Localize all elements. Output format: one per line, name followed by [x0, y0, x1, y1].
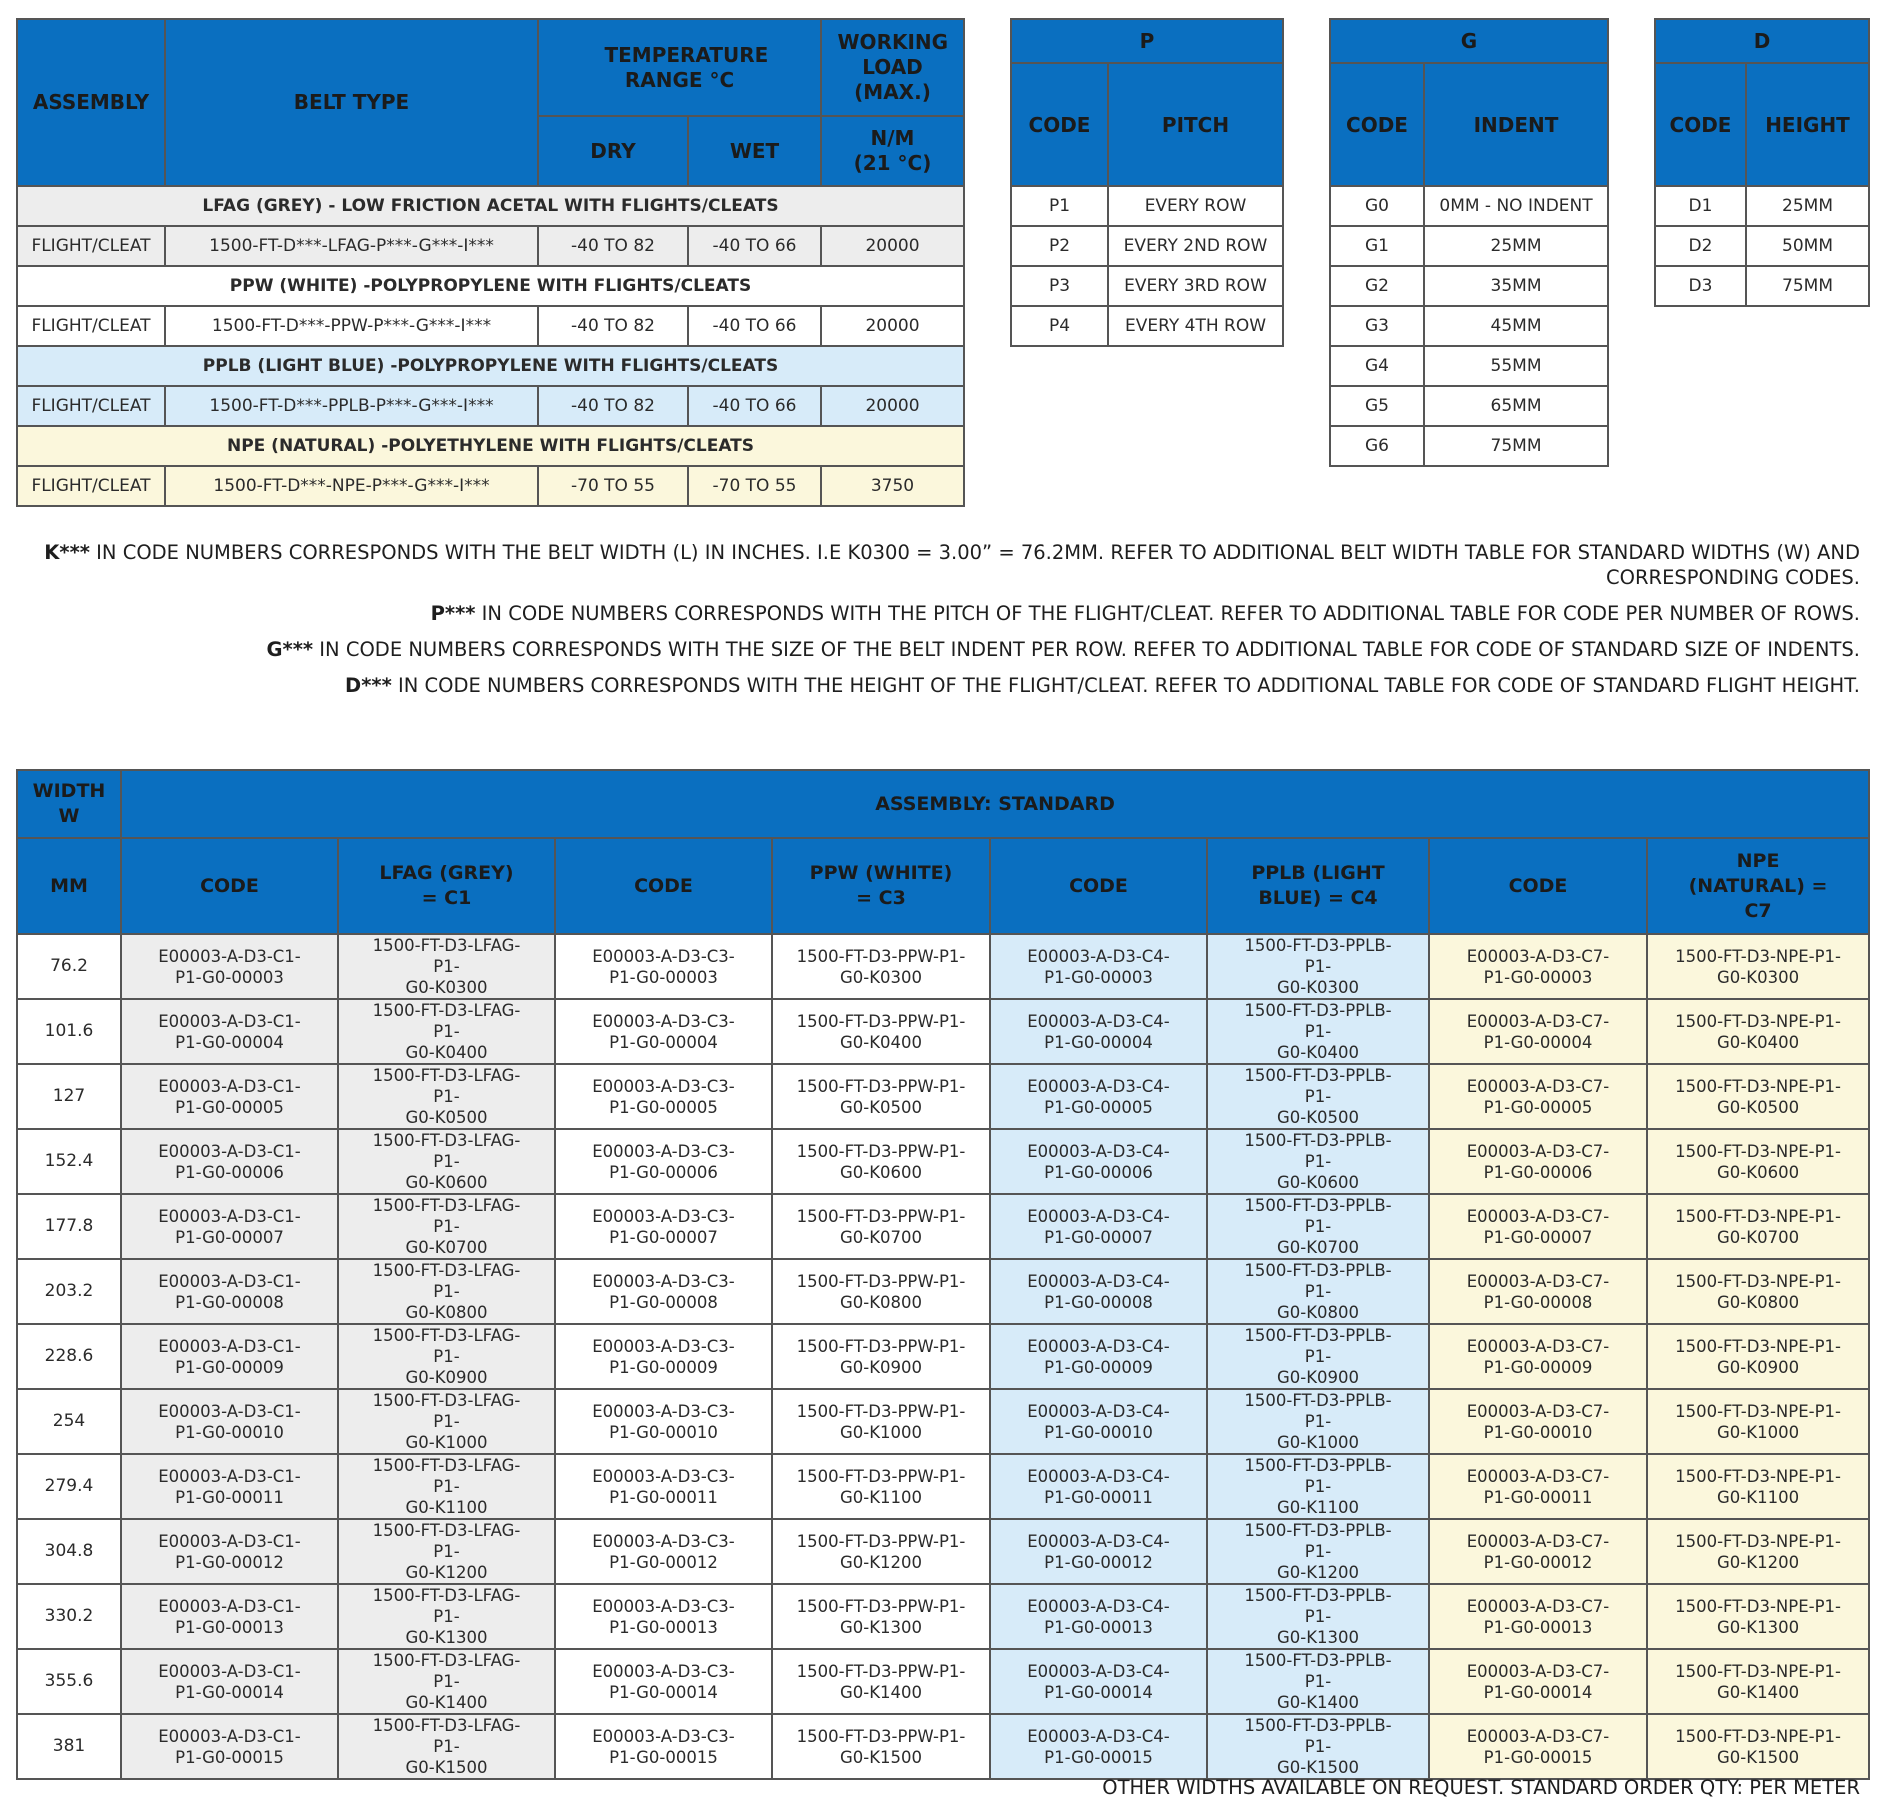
belt-section-title: LFAG (GREY) - LOW FRICTION ACETAL WITH FLIGHTS/CLEATS	[17, 186, 964, 226]
belt-code-cell: 1500-FT-D3-LFAG-P1- G0-K1500	[338, 1714, 555, 1779]
width-row	[17, 934, 1869, 999]
belt-assembly-cell: FLIGHT/CLEAT	[17, 306, 165, 346]
belt-code-cell: 1500-FT-D3-NPE-P1- G0-K0400	[1647, 999, 1869, 1064]
belt-row	[17, 466, 964, 506]
assembly-code-cell: E00003-A-D3-C4- P1-G0-00010	[990, 1389, 1207, 1454]
pitch-code-header: CODE	[1011, 63, 1108, 186]
indent-value-cell: 65MM	[1424, 386, 1608, 426]
dry-header: DRY	[538, 116, 688, 186]
assembly-code-cell: E00003-A-D3-C7- P1-G0-00006	[1429, 1129, 1647, 1194]
pitch-table-title: P	[1011, 19, 1283, 63]
assembly-code-cell: E00003-A-D3-C3- P1-G0-00005	[555, 1064, 772, 1129]
belt-code-cell: 1500-FT-D3-LFAG-P1- G0-K0700	[338, 1194, 555, 1259]
belt-belt-type-cell: 1500-FT-D***-PPLB-P***-G***-I***	[165, 386, 538, 426]
belt-code-cell: 1500-FT-D3-NPE-P1- G0-K1300	[1647, 1584, 1869, 1649]
indent-value-cell: 25MM	[1424, 226, 1608, 266]
indent-code-cell: G1	[1330, 226, 1424, 266]
width-column-header: CODE	[121, 838, 338, 934]
assembly-code-cell: E00003-A-D3-C3- P1-G0-00003	[555, 934, 772, 999]
height-code-cell: D2	[1655, 226, 1746, 266]
belt-wet-cell: -40 TO 66	[688, 306, 821, 346]
belt-code-cell: 1500-FT-D3-LFAG-P1- G0-K1100	[338, 1454, 555, 1519]
width-code-table	[16, 769, 1870, 1780]
height-value-cell: 25MM	[1746, 186, 1869, 226]
assembly-code-cell: E00003-A-D3-C1- P1-G0-00010	[121, 1389, 338, 1454]
assembly-code-cell: E00003-A-D3-C7- P1-G0-00007	[1429, 1194, 1647, 1259]
assembly-code-cell: E00003-A-D3-C1- P1-G0-00003	[121, 934, 338, 999]
pitch-code-cell: P3	[1011, 266, 1108, 306]
indent-value-cell: 0MM - NO INDENT	[1424, 186, 1608, 226]
width-column-header: CODE	[1429, 838, 1647, 934]
assembly-code-cell: E00003-A-D3-C3- P1-G0-00015	[555, 1714, 772, 1779]
belt-code-cell: 1500-FT-D3-PPW-P1- G0-K1300	[772, 1584, 990, 1649]
belt-dry-cell: -70 TO 55	[538, 466, 688, 506]
belt-code-cell: 1500-FT-D3-LFAG-P1- G0-K0300	[338, 934, 555, 999]
assembly-code-cell: E00003-A-D3-C3- P1-G0-00009	[555, 1324, 772, 1389]
assembly-code-cell: E00003-A-D3-C1- P1-G0-00012	[121, 1519, 338, 1584]
assembly-code-cell: E00003-A-D3-C1- P1-G0-00015	[121, 1714, 338, 1779]
belt-wet-cell: -40 TO 66	[688, 226, 821, 266]
belt-wet-cell: -40 TO 66	[688, 386, 821, 426]
assembly-code-cell: E00003-A-D3-C3- P1-G0-00006	[555, 1129, 772, 1194]
pitch-code-cell: P1	[1011, 186, 1108, 226]
belt-code-cell: 1500-FT-D3-NPE-P1- G0-K0800	[1647, 1259, 1869, 1324]
belt-belt-type-cell: 1500-FT-D***-PPW-P***-G***-I***	[165, 306, 538, 346]
pitch-table	[1010, 18, 1284, 347]
indent-code-cell: G5	[1330, 386, 1424, 426]
belt-code-cell: 1500-FT-D3-PPW-P1- G0-K1100	[772, 1454, 990, 1519]
belt-code-cell: 1500-FT-D3-PPW-P1- G0-K0800	[772, 1259, 990, 1324]
width-header: WIDTH W	[17, 770, 121, 838]
load-unit-header: N/M (21 °C)	[821, 116, 964, 186]
width-row	[17, 1194, 1869, 1259]
height-header: HEIGHT	[1746, 63, 1869, 186]
width-row	[17, 1584, 1869, 1649]
assembly-code-cell: E00003-A-D3-C4- P1-G0-00003	[990, 934, 1207, 999]
belt-code-cell: 1500-FT-D3-NPE-P1- G0-K0500	[1647, 1064, 1869, 1129]
belt-code-cell: 1500-FT-D3-LFAG-P1- G0-K0400	[338, 999, 555, 1064]
height-code-cell: D3	[1655, 266, 1746, 306]
height-row	[1655, 266, 1869, 306]
belt-assembly-cell: FLIGHT/CLEAT	[17, 226, 165, 266]
belt-code-cell: 1500-FT-D3-LFAG-P1- G0-K0500	[338, 1064, 555, 1129]
pitch-row	[1011, 266, 1283, 306]
assembly-code-cell: E00003-A-D3-C4- P1-G0-00012	[990, 1519, 1207, 1584]
assembly-code-cell: E00003-A-D3-C4- P1-G0-00008	[990, 1259, 1207, 1324]
height-table	[1654, 18, 1870, 307]
belt-code-cell: 1500-FT-D3-LFAG-P1- G0-K0800	[338, 1259, 555, 1324]
assembly-code-cell: E00003-A-D3-C4- P1-G0-00004	[990, 999, 1207, 1064]
indent-table	[1329, 18, 1609, 467]
belt-code-cell: 1500-FT-D3-LFAG-P1- G0-K1300	[338, 1584, 555, 1649]
pitch-row	[1011, 306, 1283, 346]
width-row	[17, 1454, 1869, 1519]
belt-code-cell: 1500-FT-D3-PPW-P1- G0-K0600	[772, 1129, 990, 1194]
assembly-code-cell: E00003-A-D3-C3- P1-G0-00011	[555, 1454, 772, 1519]
belt-code-cell: 1500-FT-D3-PPLB-P1- G0-K0600	[1207, 1129, 1429, 1194]
indent-row	[1330, 426, 1608, 466]
belt-code-cell: 1500-FT-D3-PPLB-P1- G0-K1100	[1207, 1454, 1429, 1519]
indent-code-header: CODE	[1330, 63, 1424, 186]
height-code-cell: D1	[1655, 186, 1746, 226]
assembly-code-cell: E00003-A-D3-C7- P1-G0-00011	[1429, 1454, 1647, 1519]
width-row	[17, 1129, 1869, 1194]
width-mm-cell: 152.4	[17, 1129, 121, 1194]
belt-load-cell: 20000	[821, 226, 964, 266]
belt-section-title-row	[17, 346, 964, 386]
assembly-code-cell: E00003-A-D3-C7- P1-G0-00005	[1429, 1064, 1647, 1129]
belt-belt-type-cell: 1500-FT-D***-LFAG-P***-G***-I***	[165, 226, 538, 266]
belt-code-cell: 1500-FT-D3-NPE-P1- G0-K1100	[1647, 1454, 1869, 1519]
width-row	[17, 1064, 1869, 1129]
height-code-header: CODE	[1655, 63, 1746, 186]
belt-code-cell: 1500-FT-D3-LFAG-P1- G0-K1200	[338, 1519, 555, 1584]
assembly-code-cell: E00003-A-D3-C1- P1-G0-00006	[121, 1129, 338, 1194]
belt-assembly-cell: FLIGHT/CLEAT	[17, 386, 165, 426]
assembly-code-cell: E00003-A-D3-C1- P1-G0-00004	[121, 999, 338, 1064]
assembly-code-cell: E00003-A-D3-C1- P1-G0-00008	[121, 1259, 338, 1324]
assembly-code-cell: E00003-A-D3-C4- P1-G0-00009	[990, 1324, 1207, 1389]
assembly-code-cell: E00003-A-D3-C4- P1-G0-00011	[990, 1454, 1207, 1519]
height-row	[1655, 186, 1869, 226]
width-row	[17, 1259, 1869, 1324]
assembly-code-cell: E00003-A-D3-C7- P1-G0-00012	[1429, 1519, 1647, 1584]
assembly-code-cell: E00003-A-D3-C1- P1-G0-00005	[121, 1064, 338, 1129]
belt-code-cell: 1500-FT-D3-PPLB-P1- G0-K0900	[1207, 1324, 1429, 1389]
code-notes	[0, 540, 1860, 709]
belt-row	[17, 386, 964, 426]
belt-code-cell: 1500-FT-D3-PPW-P1- G0-K1500	[772, 1714, 990, 1779]
width-mm-cell: 203.2	[17, 1259, 121, 1324]
belt-code-cell: 1500-FT-D3-PPW-P1- G0-K0900	[772, 1324, 990, 1389]
belt-code-cell: 1500-FT-D3-NPE-P1- G0-K1200	[1647, 1519, 1869, 1584]
belt-assembly-cell: FLIGHT/CLEAT	[17, 466, 165, 506]
belt-section-title: PPW (WHITE) -POLYPROPYLENE WITH FLIGHTS/CLEATS	[17, 266, 964, 306]
assembly-code-cell: E00003-A-D3-C7- P1-G0-00003	[1429, 934, 1647, 999]
width-row	[17, 1324, 1869, 1389]
width-column-header: MM	[17, 838, 121, 934]
belt-section-title-row	[17, 186, 964, 226]
belt-code-cell: 1500-FT-D3-NPE-P1- G0-K0600	[1647, 1129, 1869, 1194]
assembly-code-cell: E00003-A-D3-C3- P1-G0-00008	[555, 1259, 772, 1324]
indent-row	[1330, 226, 1608, 266]
indent-table-title: G	[1330, 19, 1608, 63]
belt-code-cell: 1500-FT-D3-PPW-P1- G0-K1400	[772, 1649, 990, 1714]
note-d: D*** IN CODE NUMBERS CORRESPONDS WITH THE HEIGHT OF THE FLIGHT/CLEAT. REFER TO ADDITIONAL TABLE FOR CODE OF STANDARD FLIGHT HEIGHT.	[345, 674, 1860, 697]
belt-code-cell: 1500-FT-D3-PPLB-P1- G0-K1300	[1207, 1584, 1429, 1649]
assembly-standard-header: ASSEMBLY: STANDARD	[121, 770, 1869, 838]
width-column-header: LFAG (GREY) = C1	[338, 838, 555, 934]
assembly-code-cell: E00003-A-D3-C1- P1-G0-00013	[121, 1584, 338, 1649]
indent-row	[1330, 306, 1608, 346]
belt-code-cell: 1500-FT-D3-PPW-P1- G0-K1000	[772, 1389, 990, 1454]
belt-code-cell: 1500-FT-D3-LFAG-P1- G0-K1400	[338, 1649, 555, 1714]
width-mm-cell: 101.6	[17, 999, 121, 1064]
working-load-header: WORKING LOAD (MAX.)	[821, 19, 964, 116]
belt-type-header: BELT TYPE	[165, 19, 538, 186]
width-row	[17, 1389, 1869, 1454]
belt-wet-cell: -70 TO 55	[688, 466, 821, 506]
pitch-value-cell: EVERY 4TH ROW	[1108, 306, 1283, 346]
belt-belt-type-cell: 1500-FT-D***-NPE-P***-G***-I***	[165, 466, 538, 506]
indent-value-cell: 75MM	[1424, 426, 1608, 466]
width-mm-cell: 279.4	[17, 1454, 121, 1519]
assembly-code-cell: E00003-A-D3-C4- P1-G0-00006	[990, 1129, 1207, 1194]
assembly-code-cell: E00003-A-D3-C3- P1-G0-00013	[555, 1584, 772, 1649]
assembly-code-cell: E00003-A-D3-C4- P1-G0-00005	[990, 1064, 1207, 1129]
indent-row	[1330, 186, 1608, 226]
pitch-header: PITCH	[1108, 63, 1283, 186]
pitch-value-cell: EVERY 3RD ROW	[1108, 266, 1283, 306]
indent-code-cell: G6	[1330, 426, 1424, 466]
assembly-header: ASSEMBLY	[17, 19, 165, 186]
belt-code-cell: 1500-FT-D3-PPLB-P1- G0-K0700	[1207, 1194, 1429, 1259]
wet-header: WET	[688, 116, 821, 186]
belt-code-cell: 1500-FT-D3-LFAG-P1- G0-K0900	[338, 1324, 555, 1389]
belt-code-cell: 1500-FT-D3-LFAG-P1- G0-K1000	[338, 1389, 555, 1454]
belt-load-cell: 20000	[821, 306, 964, 346]
pitch-value-cell: EVERY 2ND ROW	[1108, 226, 1283, 266]
width-mm-cell: 254	[17, 1389, 121, 1454]
belt-code-cell: 1500-FT-D3-PPLB-P1- G0-K0800	[1207, 1259, 1429, 1324]
indent-code-cell: G3	[1330, 306, 1424, 346]
pitch-value-cell: EVERY ROW	[1108, 186, 1283, 226]
belt-code-cell: 1500-FT-D3-PPLB-P1- G0-K1400	[1207, 1649, 1429, 1714]
assembly-code-cell: E00003-A-D3-C1- P1-G0-00009	[121, 1324, 338, 1389]
assembly-code-cell: E00003-A-D3-C7- P1-G0-00004	[1429, 999, 1647, 1064]
width-mm-cell: 127	[17, 1064, 121, 1129]
width-column-header: CODE	[990, 838, 1207, 934]
belt-code-cell: 1500-FT-D3-LFAG-P1- G0-K0600	[338, 1129, 555, 1194]
indent-row	[1330, 266, 1608, 306]
assembly-code-cell: E00003-A-D3-C7- P1-G0-00010	[1429, 1389, 1647, 1454]
belt-load-cell: 3750	[821, 466, 964, 506]
indent-row	[1330, 386, 1608, 426]
assembly-code-cell: E00003-A-D3-C3- P1-G0-00010	[555, 1389, 772, 1454]
belt-load-cell: 20000	[821, 386, 964, 426]
belt-code-cell: 1500-FT-D3-PPLB-P1- G0-K1000	[1207, 1389, 1429, 1454]
indent-row	[1330, 346, 1608, 386]
height-value-cell: 50MM	[1746, 226, 1869, 266]
assembly-code-cell: E00003-A-D3-C7- P1-G0-00014	[1429, 1649, 1647, 1714]
width-row	[17, 999, 1869, 1064]
width-column-header: PPW (WHITE) = C3	[772, 838, 990, 934]
belt-dry-cell: -40 TO 82	[538, 386, 688, 426]
assembly-code-cell: E00003-A-D3-C3- P1-G0-00004	[555, 999, 772, 1064]
assembly-code-cell: E00003-A-D3-C1- P1-G0-00011	[121, 1454, 338, 1519]
belt-code-cell: 1500-FT-D3-PPLB-P1- G0-K0300	[1207, 934, 1429, 999]
belt-row	[17, 226, 964, 266]
indent-code-cell: G2	[1330, 266, 1424, 306]
pitch-row	[1011, 226, 1283, 266]
width-mm-cell: 330.2	[17, 1584, 121, 1649]
width-mm-cell: 304.8	[17, 1519, 121, 1584]
width-row	[17, 1649, 1869, 1714]
indent-value-cell: 55MM	[1424, 346, 1608, 386]
belt-section-title-row	[17, 426, 964, 466]
assembly-code-cell: E00003-A-D3-C7- P1-G0-00008	[1429, 1259, 1647, 1324]
note-g: G*** IN CODE NUMBERS CORRESPONDS WITH THE SIZE OF THE BELT INDENT PER ROW. REFER TO ADDITIONAL TABLE FOR CODE OF STANDARD SIZE OF INDENTS.	[266, 638, 1860, 661]
width-mm-cell: 76.2	[17, 934, 121, 999]
assembly-code-cell: E00003-A-D3-C4- P1-G0-00007	[990, 1194, 1207, 1259]
belt-dry-cell: -40 TO 82	[538, 306, 688, 346]
height-table-title: D	[1655, 19, 1869, 63]
belt-code-cell: 1500-FT-D3-NPE-P1- G0-K1500	[1647, 1714, 1869, 1779]
note-p: P*** IN CODE NUMBERS CORRESPONDS WITH THE PITCH OF THE FLIGHT/CLEAT. REFER TO ADDITIONAL TABLE FOR CODE PER NUMBER OF ROWS.	[430, 602, 1860, 625]
width-row	[17, 1714, 1869, 1779]
indent-code-cell: G4	[1330, 346, 1424, 386]
belt-section-title-row	[17, 266, 964, 306]
belt-code-cell: 1500-FT-D3-NPE-P1- G0-K0700	[1647, 1194, 1869, 1259]
assembly-code-cell: E00003-A-D3-C7- P1-G0-00009	[1429, 1324, 1647, 1389]
assembly-code-cell: E00003-A-D3-C3- P1-G0-00007	[555, 1194, 772, 1259]
belt-code-cell: 1500-FT-D3-NPE-P1- G0-K0300	[1647, 934, 1869, 999]
assembly-code-cell: E00003-A-D3-C3- P1-G0-00014	[555, 1649, 772, 1714]
belt-code-cell: 1500-FT-D3-PPW-P1- G0-K0300	[772, 934, 990, 999]
belt-code-cell: 1500-FT-D3-PPLB-P1- G0-K0400	[1207, 999, 1429, 1064]
indent-value-cell: 45MM	[1424, 306, 1608, 346]
belt-code-cell: 1500-FT-D3-PPW-P1- G0-K0700	[772, 1194, 990, 1259]
width-mm-cell: 381	[17, 1714, 121, 1779]
width-column-header: PPLB (LIGHT BLUE) = C4	[1207, 838, 1429, 934]
width-column-header: NPE (NATURAL) = C7	[1647, 838, 1869, 934]
assembly-code-cell: E00003-A-D3-C1- P1-G0-00014	[121, 1649, 338, 1714]
belt-dry-cell: -40 TO 82	[538, 226, 688, 266]
indent-value-cell: 35MM	[1424, 266, 1608, 306]
belt-code-cell: 1500-FT-D3-PPLB-P1- G0-K1500	[1207, 1714, 1429, 1779]
indent-code-cell: G0	[1330, 186, 1424, 226]
assembly-code-cell: E00003-A-D3-C4- P1-G0-00014	[990, 1649, 1207, 1714]
belt-code-cell: 1500-FT-D3-PPW-P1- G0-K1200	[772, 1519, 990, 1584]
assembly-code-cell: E00003-A-D3-C7- P1-G0-00013	[1429, 1584, 1647, 1649]
belt-section-title: NPE (NATURAL) -POLYETHYLENE WITH FLIGHTS/CLEATS	[17, 426, 964, 466]
belt-code-cell: 1500-FT-D3-NPE-P1- G0-K1400	[1647, 1649, 1869, 1714]
width-mm-cell: 228.6	[17, 1324, 121, 1389]
pitch-code-cell: P2	[1011, 226, 1108, 266]
belt-section-title: PPLB (LIGHT BLUE) -POLYPROPYLENE WITH FLIGHTS/CLEATS	[17, 346, 964, 386]
assembly-code-cell: E00003-A-D3-C1- P1-G0-00007	[121, 1194, 338, 1259]
belt-code-cell: 1500-FT-D3-PPW-P1- G0-K0500	[772, 1064, 990, 1129]
width-column-header: CODE	[555, 838, 772, 934]
temperature-header: TEMPERATURE RANGE °C	[538, 19, 821, 116]
note-k: K*** IN CODE NUMBERS CORRESPONDS WITH THE BELT WIDTH (L) IN INCHES. I.E K0300 = 3.00” = 76.2MM. REFER TO ADDITIONAL BELT WIDTH TABLE FOR STANDARD WIDTHS (W) AND CORRESPONDING CODES.	[44, 541, 1860, 589]
belt-row	[17, 306, 964, 346]
footer-note: OTHER WIDTHS AVAILABLE ON REQUEST. STANDARD ORDER QTY: PER METER	[1102, 1776, 1860, 1799]
assembly-code-cell: E00003-A-D3-C4- P1-G0-00015	[990, 1714, 1207, 1779]
width-mm-cell: 355.6	[17, 1649, 121, 1714]
width-mm-cell: 177.8	[17, 1194, 121, 1259]
indent-header: INDENT	[1424, 63, 1608, 186]
belt-code-cell: 1500-FT-D3-NPE-P1- G0-K1000	[1647, 1389, 1869, 1454]
belt-code-cell: 1500-FT-D3-PPLB-P1- G0-K1200	[1207, 1519, 1429, 1584]
belt-type-table	[16, 18, 965, 507]
width-row	[17, 1519, 1869, 1584]
belt-code-cell: 1500-FT-D3-PPW-P1- G0-K0400	[772, 999, 990, 1064]
pitch-code-cell: P4	[1011, 306, 1108, 346]
assembly-code-cell: E00003-A-D3-C3- P1-G0-00012	[555, 1519, 772, 1584]
pitch-row	[1011, 186, 1283, 226]
belt-code-cell: 1500-FT-D3-PPLB-P1- G0-K0500	[1207, 1064, 1429, 1129]
belt-code-cell: 1500-FT-D3-NPE-P1- G0-K0900	[1647, 1324, 1869, 1389]
assembly-code-cell: E00003-A-D3-C7- P1-G0-00015	[1429, 1714, 1647, 1779]
height-value-cell: 75MM	[1746, 266, 1869, 306]
height-row	[1655, 226, 1869, 266]
assembly-code-cell: E00003-A-D3-C4- P1-G0-00013	[990, 1584, 1207, 1649]
